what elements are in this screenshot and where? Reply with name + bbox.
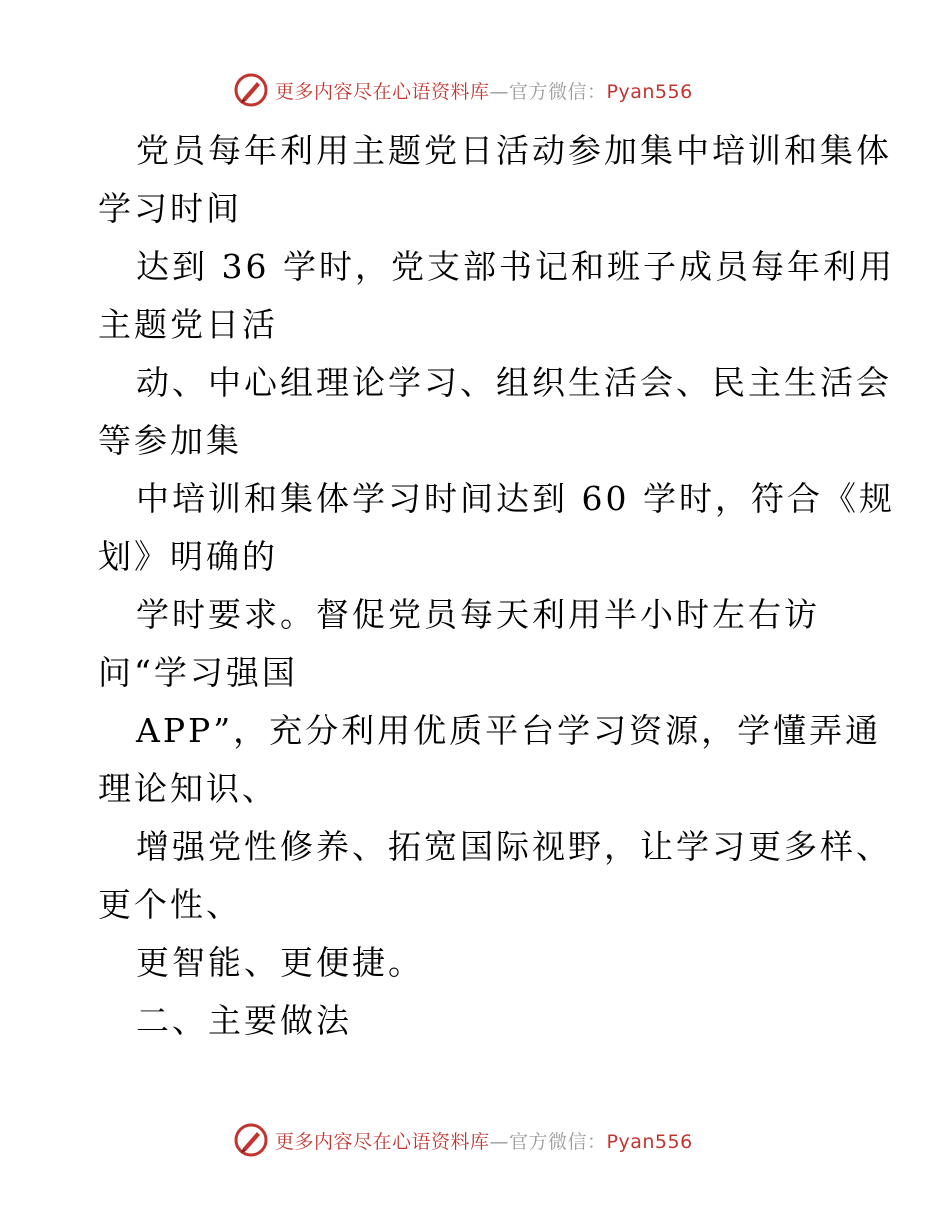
- paragraph-line: 理论知识、: [98, 769, 278, 808]
- watermark-brand: 更多内容尽在心语资料库: [275, 80, 490, 103]
- paragraph-line: APP”，充分利用优质平台学习资源，学懂弄通: [136, 711, 882, 750]
- paragraph-line: 学习时间: [98, 189, 242, 228]
- watermark-wechat-label: 官方微信：: [509, 80, 607, 103]
- paragraph-line: 等参加集: [98, 421, 242, 460]
- paragraph-line: 更智能、更便捷。: [136, 943, 424, 982]
- watermark-wechat-id: Pyan556: [606, 1130, 693, 1153]
- paragraph-line: 增强党性修养、拓宽国际视野，让学习更多样、: [136, 827, 892, 866]
- document-body: [98, 122, 895, 1050]
- pen-logo-icon: [233, 1122, 269, 1158]
- footer-watermark: [233, 1121, 693, 1159]
- watermark-wechat-label: 官方微信：: [509, 1130, 607, 1153]
- pen-logo-icon: [233, 72, 269, 108]
- watermark-text: [275, 1127, 693, 1154]
- paragraph-line: 动、中心组理论学习、组织生活会、民主生活会: [136, 363, 892, 402]
- paragraph-line: 更个性、: [98, 885, 242, 924]
- paragraph-line: 达到 36 学时，党支部书记和班子成员每年利用: [136, 247, 895, 286]
- watermark-separator: —: [489, 80, 510, 103]
- watermark-text: [275, 77, 693, 104]
- paragraph-line: 问“学习强国: [98, 653, 298, 692]
- paragraph-line: 中培训和集体学习时间达到 60 学时，符合《规: [136, 479, 895, 518]
- paragraph-line: 学时要求。督促党员每天利用半小时左右访: [136, 595, 820, 634]
- paragraph-line: 党员每年利用主题党日活动参加集中培训和集体: [136, 131, 892, 170]
- header-watermark: [233, 71, 693, 109]
- watermark-wechat-id: Pyan556: [606, 80, 693, 103]
- paragraph-line: 主题党日活: [98, 305, 278, 344]
- paragraph-line: 划》明确的: [98, 537, 278, 576]
- watermark-brand: 更多内容尽在心语资料库: [275, 1130, 490, 1153]
- section-heading: 二、主要做法: [136, 1001, 352, 1040]
- watermark-separator: —: [489, 1130, 510, 1153]
